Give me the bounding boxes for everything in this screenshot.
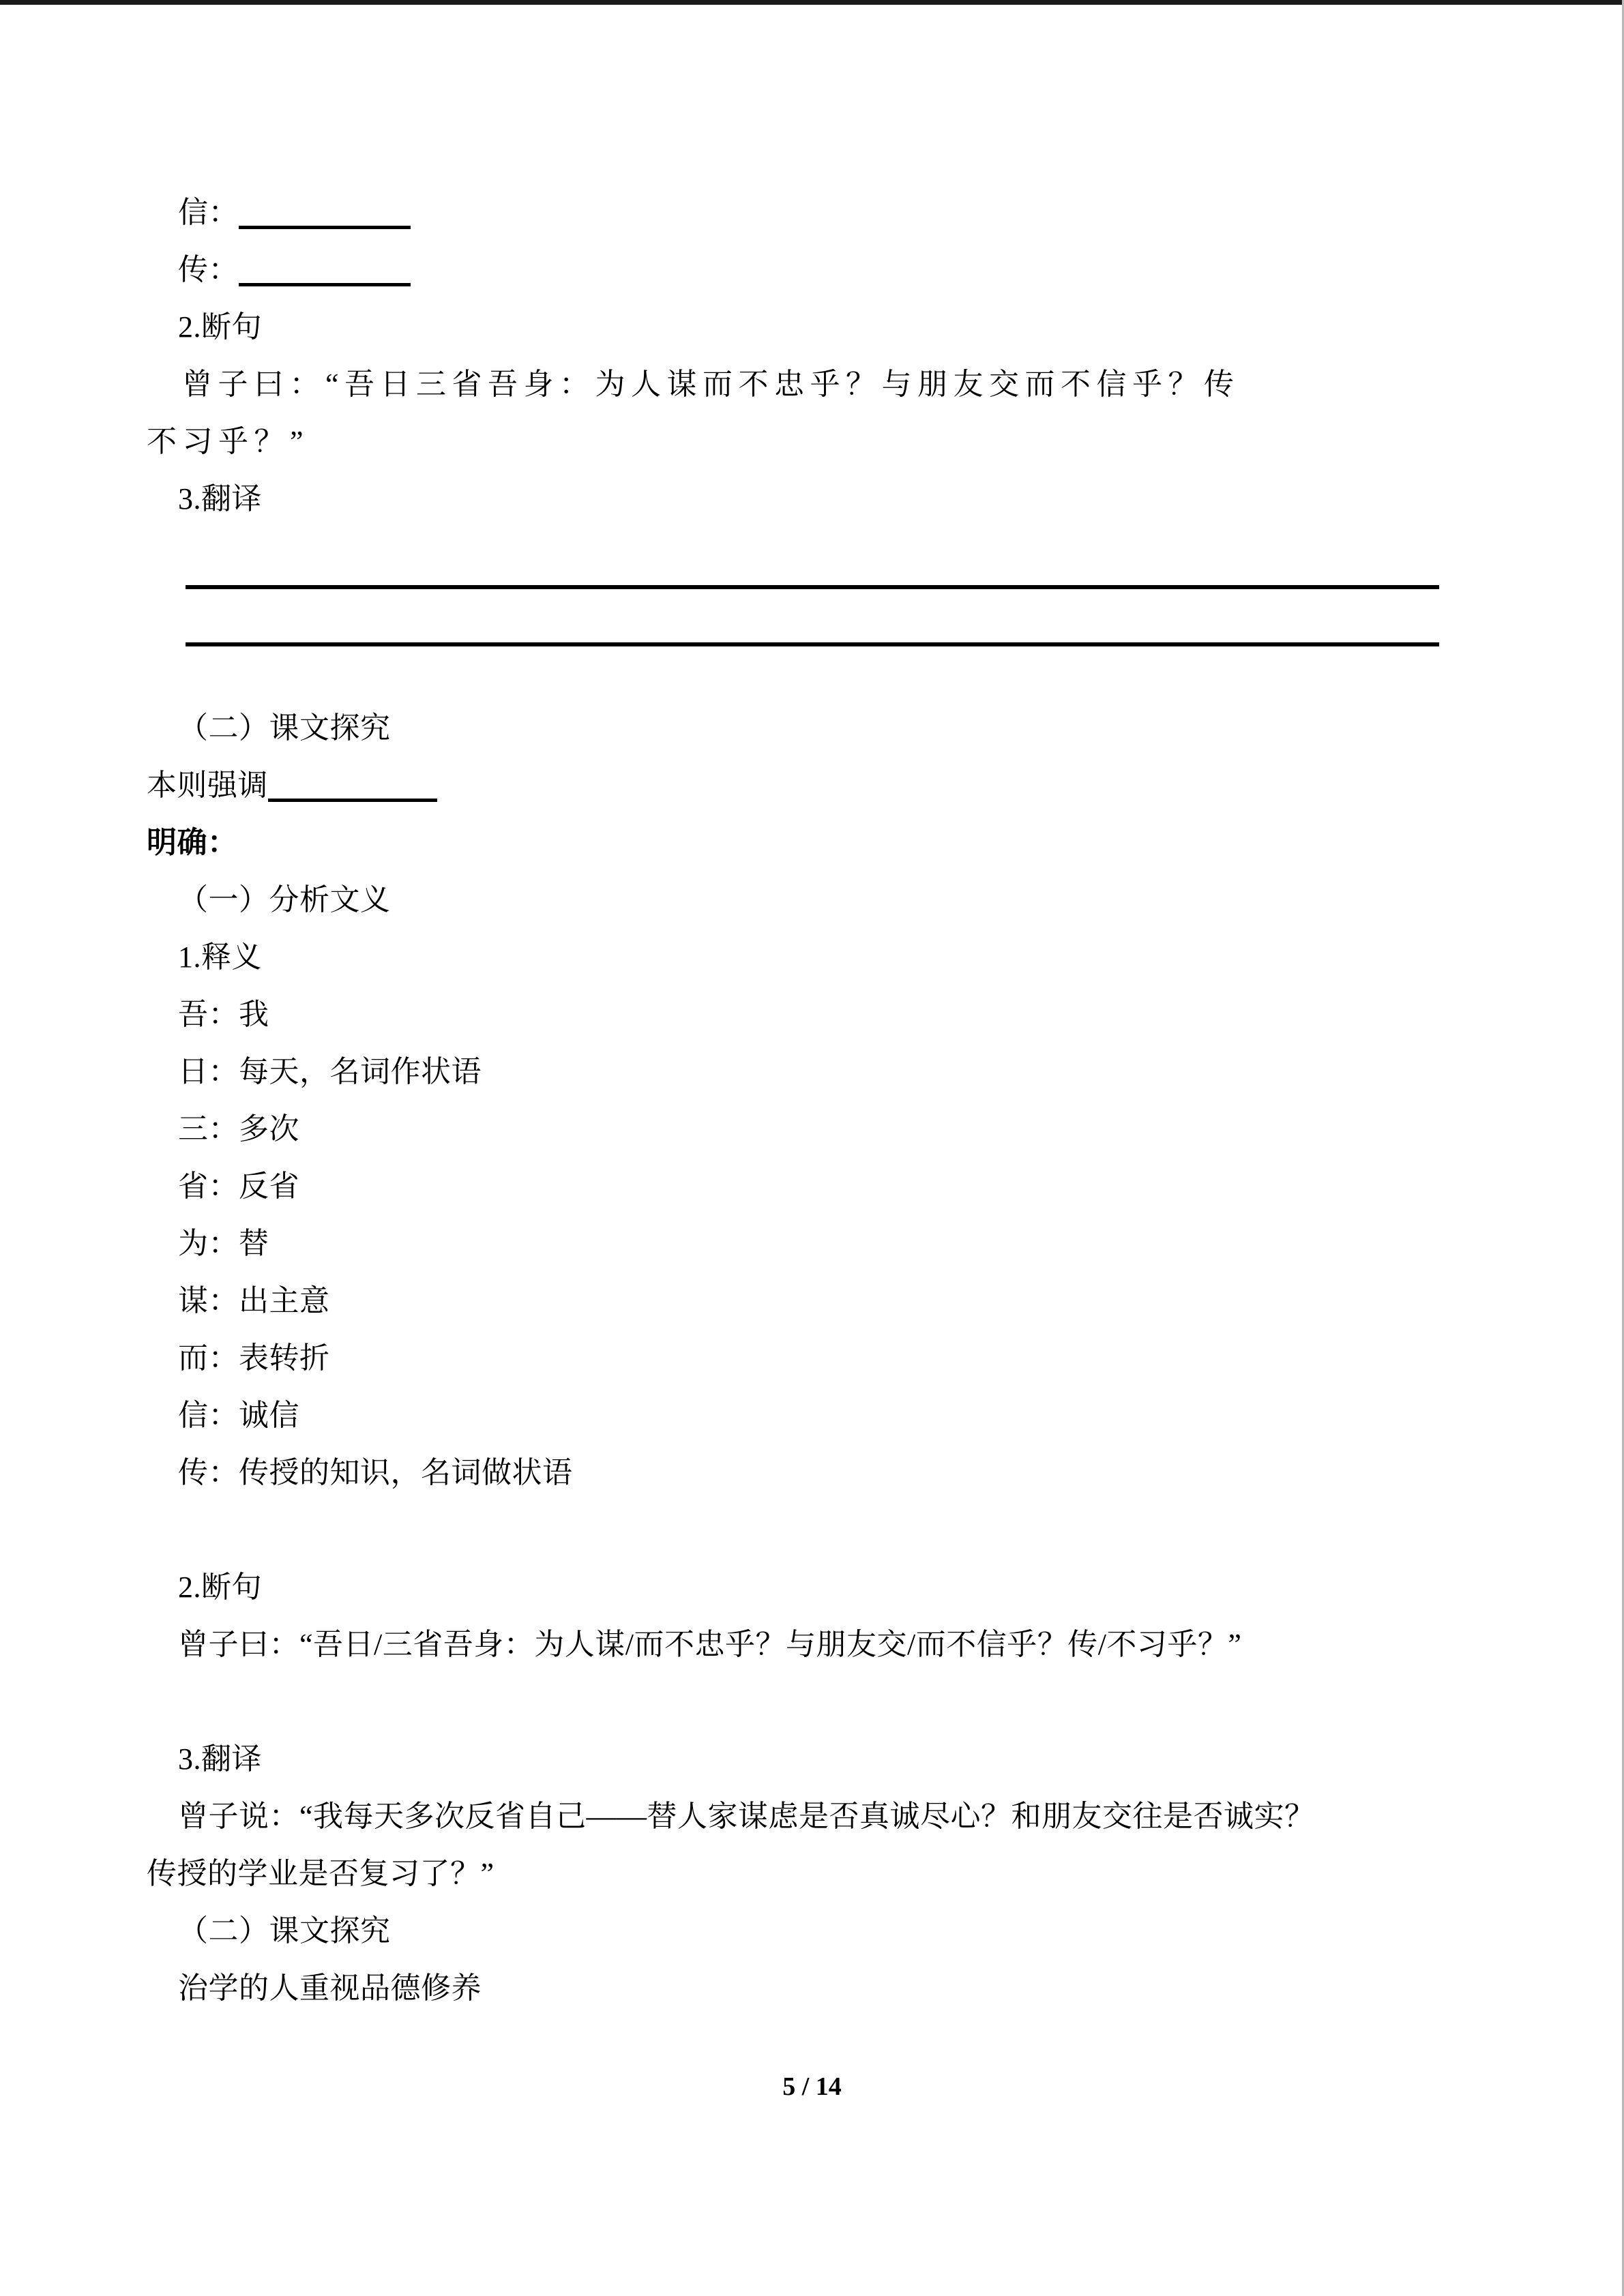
worksheet-duanju-quote-line-1: 曾子曰：“吾日三省吾身：为人谋而不忠乎？与朋友交而不信乎？传: [182, 368, 1240, 401]
vocab-blank-chuan: [147, 241, 1443, 299]
glossary-item: [147, 1043, 1443, 1101]
answer-rule-2[interactable]: [186, 642, 1439, 646]
answers-fanyi-text-line-2: 传授的学业是否复习了？”: [147, 1857, 494, 1890]
page-top-edge: [0, 0, 1624, 5]
glossary-definition: 多次: [239, 1112, 299, 1146]
glossary-item: [147, 1272, 1443, 1330]
vocab-blank-line-xin[interactable]: [239, 226, 411, 229]
glossary-term: 而：: [178, 1341, 239, 1375]
glossary-definition: 每天，名词作状语: [239, 1055, 482, 1088]
glossary-gap: [147, 1502, 1443, 1559]
worksheet-duanju-heading: 2.断句: [178, 310, 262, 344]
answers-duanju-heading: 2.断句: [178, 1570, 262, 1604]
tanjiu-prompt-label: 本则强调: [147, 769, 268, 802]
glossary-item: [147, 1158, 1443, 1215]
glossary-term: 三：: [178, 1112, 239, 1146]
glossary-term: 信：: [178, 1399, 239, 1432]
glossary-term: 吾：: [178, 998, 239, 1031]
glossary-definition: 诚信: [239, 1399, 299, 1432]
glossary-definition: 出主意: [239, 1284, 330, 1317]
duanju-gap: [147, 1673, 1443, 1731]
glossary-item: [147, 1387, 1443, 1444]
glossary-term: 日：: [178, 1055, 239, 1088]
page-content: [147, 184, 1443, 2017]
answer-rule-row-1: [147, 585, 1443, 642]
answers-tanjiu-text: 治学的人重视品德修养: [178, 1971, 482, 2005]
vocab-blank-line-chuan[interactable]: [239, 283, 411, 286]
answer-space-gap: [147, 528, 1443, 585]
answers-fanyi-heading: 3.翻译: [178, 1742, 262, 1776]
glossary-item: [147, 1101, 1443, 1158]
glossary-term: 谋：: [178, 1284, 239, 1317]
answers-duanju-text: 曾子曰：“吾日/三省吾身：为人谋/而不忠乎？与朋友交/而不信乎？传/不习乎？”: [178, 1628, 1242, 1661]
answers-part-one-heading: （一）分析文义: [178, 883, 391, 916]
glossary-term: 传：: [178, 1456, 239, 1489]
answers-fanyi-text-line-1: 曾子说：“我每天多次反省自己——替人家谋虑是否真诚尽心？和朋友交往是否诚实？: [178, 1800, 1315, 1833]
glossary-term: 为：: [178, 1227, 239, 1260]
glossary-item: [147, 986, 1443, 1043]
glossary-definition: 替: [239, 1227, 269, 1260]
answer-rule-row-2: [147, 642, 1443, 700]
glossary-definition: 反省: [239, 1169, 299, 1203]
glossary-definition: 表转折: [239, 1341, 330, 1375]
answers-tanjiu-heading: （二）课文探究: [178, 1914, 391, 1948]
glossary-item: [147, 1330, 1443, 1387]
worksheet-fanyi-heading: 3.翻译: [178, 482, 262, 516]
answers-heading: 明确：: [147, 826, 238, 859]
glossary-item: [147, 1215, 1443, 1272]
page-number-footer: 5 / 14: [782, 2072, 842, 2101]
glossary-definition: 传授的知识，名词做状语: [239, 1456, 573, 1489]
answers-shiyi-heading: 1.释义: [178, 940, 262, 974]
worksheet-tanjiu-heading: （二）课文探究: [178, 711, 391, 745]
worksheet-duanju-quote-line-2: 不习乎？”: [147, 425, 310, 458]
glossary-term: 省：: [178, 1169, 239, 1203]
vocab-term-xin: 信：: [178, 196, 239, 229]
vocab-blank-xin: [147, 184, 1443, 241]
glossary-item: [147, 1444, 1443, 1502]
answer-rule-1[interactable]: [186, 585, 1439, 589]
vocab-term-chuan: 传：: [178, 253, 239, 286]
worksheet-tanjiu-prompt: [147, 757, 1443, 814]
tanjiu-blank-line[interactable]: [268, 799, 437, 802]
glossary-definition: 我: [239, 998, 269, 1031]
